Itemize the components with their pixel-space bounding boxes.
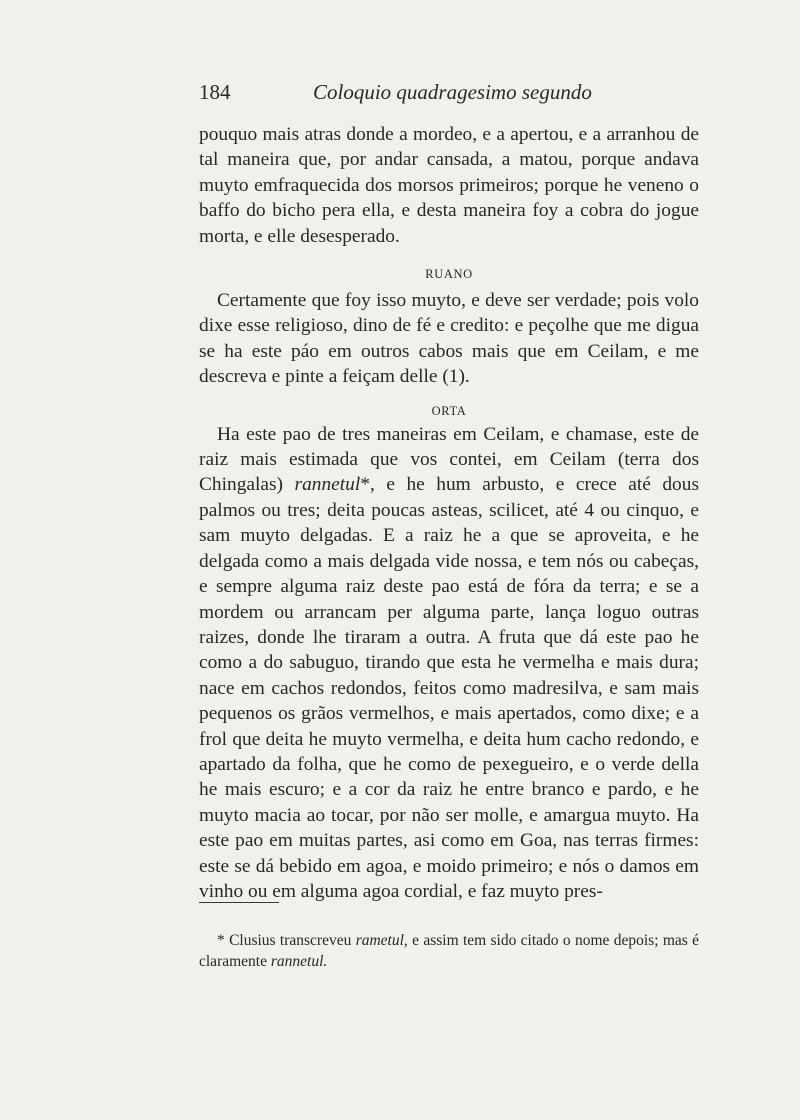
footnote-term-rannetul: rannetul. [270, 953, 328, 970]
running-title: Coloquio quadragesimo segundo [313, 80, 592, 104]
paragraph-continuation: pouquo mais atras donde a mordeo, e a apertou, e a arranhou de tal maneira que, por andar cansada, a matou, porque andava muyto emfraquecida dos morsos primeiros; porque he veneno o baffo do bicho pera ella, e desta maneira foy a cobra do jogue morta, e elle desesperado. [199, 124, 699, 247]
main-text [199, 122, 699, 904]
footnote-term-rametul: rametul, [355, 932, 408, 949]
footnote-text-a: Clusius transcreveu [224, 932, 356, 949]
footnote-text [199, 930, 699, 972]
speaker-orta: ORTA [431, 403, 467, 418]
footnote-reference-marker: * [360, 474, 370, 496]
footnote-divider [199, 902, 279, 903]
paragraph-orta-text-2: , e he hum arbusto, e crece até dous palmos ou tres; deita poucas asteas, scilicet, até 4 ou cinquo, e sam muyto delgadas. E a raiz he a que se aproveita, e he delgada como a mais delgada vide nossa, e tem nós ou cabeças, e sempre alguma raiz deste pao está de fóra da terra; e se a mordem ou arrancam per alguma parte, lança loguo outras raizes, donde lhe tiraram a outra. A fruta que dá este pao he como a do sabuguo, tirando que esta he vermelha e mais dura; nace em cachos redondos, feitos como madresilva, e sam mais pequenos os grãos vermelhos, e mais apertados, como dixe; e a frol que deita he muyto vermelha, e deita hum cacho redondo, e apartado da folha, que he como de pexegueiro, e o verde della he mais escuro; e a cor da raiz he entre branco e pardo, e he muyto macia ao tocar, por não ser molle, e amargua muyto. Ha este pao em muitas partes, asi como em Goa, nas terras firmes: este se dá bebido em agoa, e moido primeiro; e nós o damos em vinho ou em alguma agoa cordial, e faz muyto pres- [199, 474, 699, 902]
paragraph-ruano: Certamente que foy isso muyto, e deve ser verdade; pois volo dixe esse religioso, dino de fé e credito: e peçolhe que me digua se ha este páo em outros cabos mais que em Ceilam, e me descreva e pinte a feiçam delle (1). [199, 290, 699, 388]
speaker-ruano: RUANO [425, 267, 473, 282]
footnote-text-b: e assim tem sido citado o nome depois; mas é claramente [199, 932, 699, 970]
footnote-marker: * [217, 932, 225, 949]
page-header [199, 80, 699, 110]
page-number: 184 [199, 80, 231, 104]
term-rannetul: rannetul [294, 474, 361, 496]
paragraph-orta-text-1: Ha este pao de tres maneiras em Ceilam, e chamase, este de raiz mais estimada que vos contei, em Ceilam (terra dos Chingalas) [199, 423, 699, 496]
paragraph-orta [199, 422, 699, 905]
footnote [199, 930, 699, 972]
